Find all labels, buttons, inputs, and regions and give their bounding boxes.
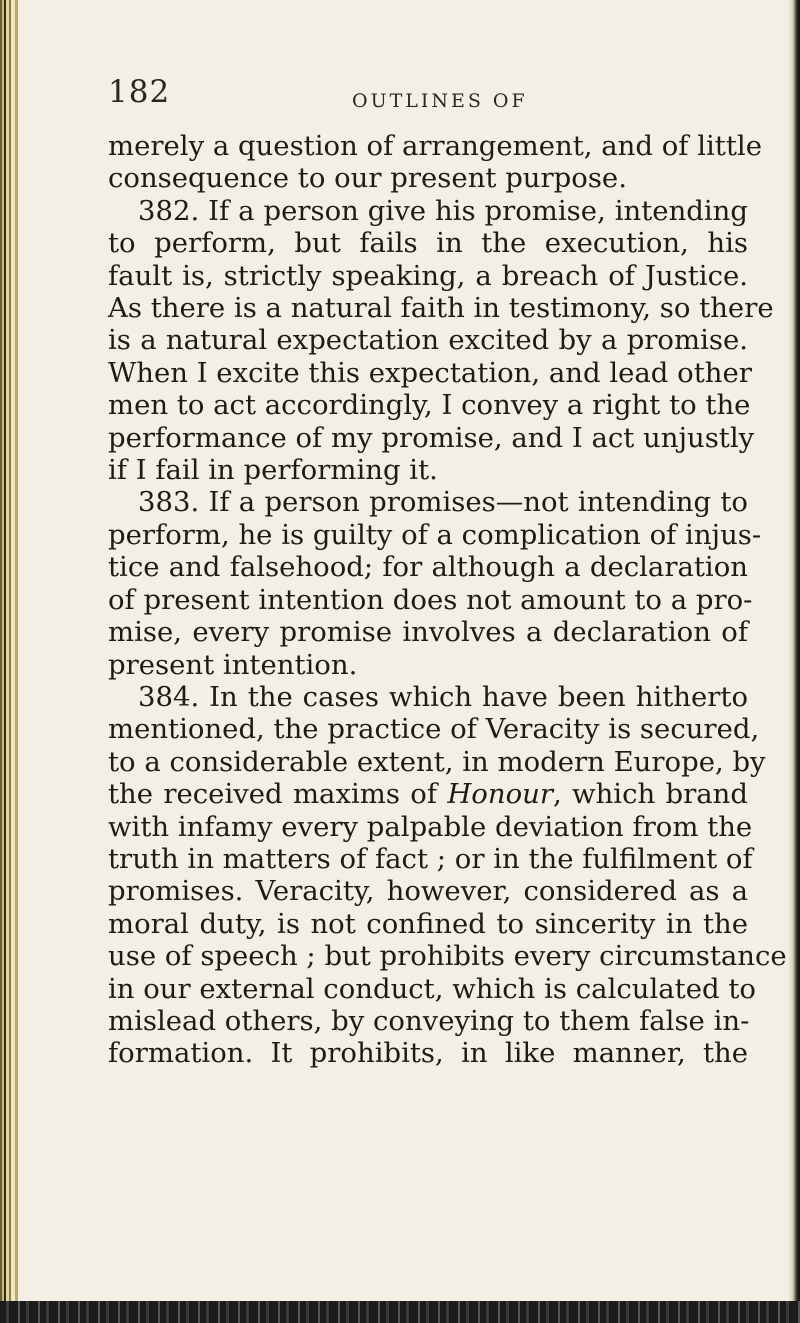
- text-line: tice and falsehood; for although a declaration: [108, 551, 748, 584]
- text-line: As there is a natural faith in testimony, so there: [108, 292, 774, 325]
- text-line: mislead others, by conveying to them false in-: [108, 1004, 750, 1037]
- text-line: of present intention does not amount to a pro-: [108, 583, 753, 616]
- paragraph-384-start: 384. In the cases which have been hitherto: [138, 680, 748, 713]
- text-line: with infamy every palpable deviation from the: [108, 810, 753, 843]
- text-line: to a considerable extent, in modern Europe, by: [108, 745, 766, 778]
- body-text: [108, 130, 787, 1070]
- text-line: use of speech ; but prohibits every circumstance: [108, 940, 787, 973]
- text-line: truth in matters of fact ; or in the fulfilment of: [108, 842, 753, 875]
- text-line: is a natural expectation excited by a promise.: [108, 324, 748, 357]
- text-line: promises. Veracity, however, considered as a: [108, 875, 748, 908]
- paragraph-382-start: 382. If a person give his promise, intending: [138, 194, 748, 227]
- text-line: mise, every promise involves a declaration of: [108, 616, 748, 649]
- text-line: When I excite this expectation, and lead other: [108, 356, 752, 389]
- page-bottom-edge: [0, 1301, 800, 1323]
- text-line: to perform, but fails in the execution, his: [108, 227, 748, 260]
- paragraph-383-start: 383. If a person promises—not intending to: [138, 486, 748, 519]
- text-fragment: the received maxims of: [108, 778, 448, 811]
- book-binding-gutter: [0, 0, 22, 1323]
- text-line-with-italic: [108, 778, 748, 810]
- running-head: OUTLINES OF: [352, 90, 528, 112]
- text-line: performance of my promise, and I act unjustly: [108, 421, 755, 454]
- text-line: consequence to our present purpose.: [108, 162, 627, 195]
- page-number: 182: [108, 74, 171, 110]
- text-line: men to act accordingly, I convey a right to the: [108, 389, 751, 422]
- text-line: if I fail in performing it.: [108, 454, 438, 487]
- text-line: merely a question of arrangement, and of little: [108, 130, 762, 162]
- text-line: moral duty, is not confined to sincerity in the: [108, 907, 748, 940]
- italic-term-honour: Honour: [447, 778, 553, 811]
- text-line: in our external conduct, which is calculated to: [108, 972, 756, 1005]
- text-line: fault is, strictly speaking, a breach of Justice.: [108, 259, 748, 292]
- text-line: perform, he is guilty of a complication of injus-: [108, 518, 762, 551]
- text-fragment: , which brand: [553, 778, 748, 811]
- page-right-edge: [788, 0, 800, 1323]
- text-line: mentioned, the practice of Veracity is secured,: [108, 713, 760, 746]
- text-line: formation. It prohibits, in like manner, the: [108, 1037, 748, 1070]
- text-line: present intention.: [108, 648, 358, 681]
